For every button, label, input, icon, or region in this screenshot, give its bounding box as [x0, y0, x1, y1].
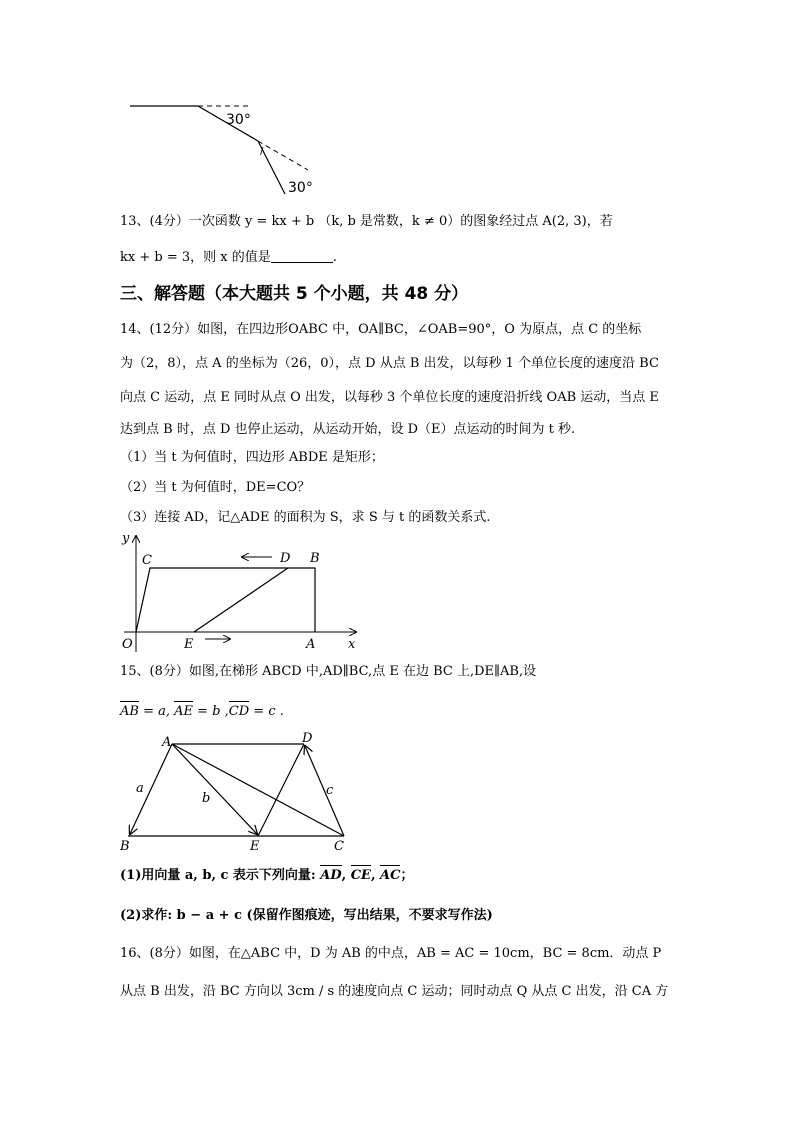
label-a: A — [306, 637, 316, 652]
q13-line2 — [120, 248, 337, 268]
angle-marker: / — [260, 146, 264, 157]
vec-ad: AD — [320, 866, 341, 886]
label-c: C — [142, 553, 152, 568]
q14-line3: 向点 C 运动，点 E 同时从点 O 出发，以每秒 3 个单位长度的速度沿折线 OAB 运动，当点 E — [120, 390, 659, 405]
q15-line2 — [120, 702, 284, 722]
q15-sub1-end: ； — [400, 868, 414, 883]
q13-line2-text: kx + b = 3，则 x 的值是 — [120, 250, 271, 265]
q16-line2: 从点 B 出发，沿 BC 方向以 3cm / s 的速度向点 C 运动；同时动点 Q 从点 C 出发，沿 CA 方 — [120, 984, 669, 999]
q14-line1: 14、(12分）如图，在四边形OABC 中，OA∥BC，∠OAB=90°，O 为原点，点 C 的坐标 — [120, 322, 642, 337]
label-c: C — [334, 839, 344, 854]
vec-ce: CE — [351, 866, 371, 886]
label-d: D — [302, 731, 313, 746]
label-e: E — [250, 839, 260, 854]
q14-sub3: （3）连接 AD，记△ADE 的面积为 S，求 S 与 t 的函数关系式. — [120, 510, 491, 525]
q15-sub1-text: (1)用向量 a, b, c 表示下列向量: — [120, 868, 321, 883]
q15-line1: 15、(8分）如图,在梯形 ABCD 中,AD∥BC,点 E 在边 BC 上,DE∥AB,设 — [120, 664, 537, 679]
q15-eq1: = a, — [138, 704, 175, 719]
q15-eq3: = c . — [249, 704, 284, 719]
vec-ae: AE — [174, 702, 193, 722]
label-a: A — [162, 735, 172, 750]
quadrilateral-oabc-figure — [110, 530, 370, 654]
label-b: B — [120, 839, 130, 854]
answer-blank[interactable] — [271, 248, 333, 263]
vector-cd — [305, 746, 344, 836]
segment-de — [258, 744, 304, 836]
q14-sub2: （2）当 t 为何值时，DE=CO？ — [120, 480, 311, 495]
q15-sub2: (2)求作: b − a + c (保留作图痕迹，写出结果，不要求写作法) — [120, 908, 493, 923]
vec-ab: AB — [120, 702, 139, 722]
label-y: y — [122, 531, 130, 546]
angle-label-bottom: 30° — [288, 180, 313, 196]
shape-oabc — [136, 568, 315, 632]
label-vec-b: b — [202, 791, 211, 806]
q15-sub1: (1)用向量 a, b, c 表示下列向量: AD, CE, AC； — [120, 866, 413, 886]
q14-line4: 达到点 B 时，点 D 也停止运动，从运动开始，设 D（E）点运动的时间为 t 秒. — [120, 422, 576, 437]
label-e: E — [184, 637, 194, 652]
label-x: x — [348, 637, 356, 652]
label-vec-c: c — [326, 783, 334, 798]
q14-line2: 为（2，8），点 A 的坐标为（26，0），点 D 从点 B 出发，以每秒 1 个单位长度的速度沿 BC — [120, 356, 659, 371]
q13-line2-end: . — [332, 250, 337, 265]
section-title: 三、解答题（本大题共 5 个小题，共 48 分） — [120, 284, 469, 304]
q16-line1: 16、(8分）如图，在△ABC 中，D 为 AB 的中点，AB = AC = 10cm，BC = 8cm．动点 P — [120, 946, 662, 961]
q15-eq2: = b , — [193, 704, 229, 719]
label-d: D — [280, 551, 291, 566]
vector-ae — [172, 744, 257, 834]
trapezoid-abcd-figure — [112, 730, 362, 854]
label-vec-a: a — [136, 781, 144, 796]
segment-de — [194, 568, 288, 632]
vec-cd: CD — [229, 702, 249, 722]
label-b: B — [310, 551, 320, 566]
reflection-figure — [120, 96, 320, 202]
segment-ac — [172, 744, 344, 836]
q14-sub1: （1）当 t 为何值时，四边形 ABDE 是矩形； — [120, 450, 384, 465]
angle-label-top: 30° — [226, 112, 251, 128]
vec-ac: AC — [380, 866, 400, 886]
label-o: O — [122, 637, 133, 652]
q13-line1: 13、(4分）一次函数 y = kx + b （k, b 是常数，k ≠ 0）的图象经过点 A(2, 3)，若 — [120, 214, 613, 229]
